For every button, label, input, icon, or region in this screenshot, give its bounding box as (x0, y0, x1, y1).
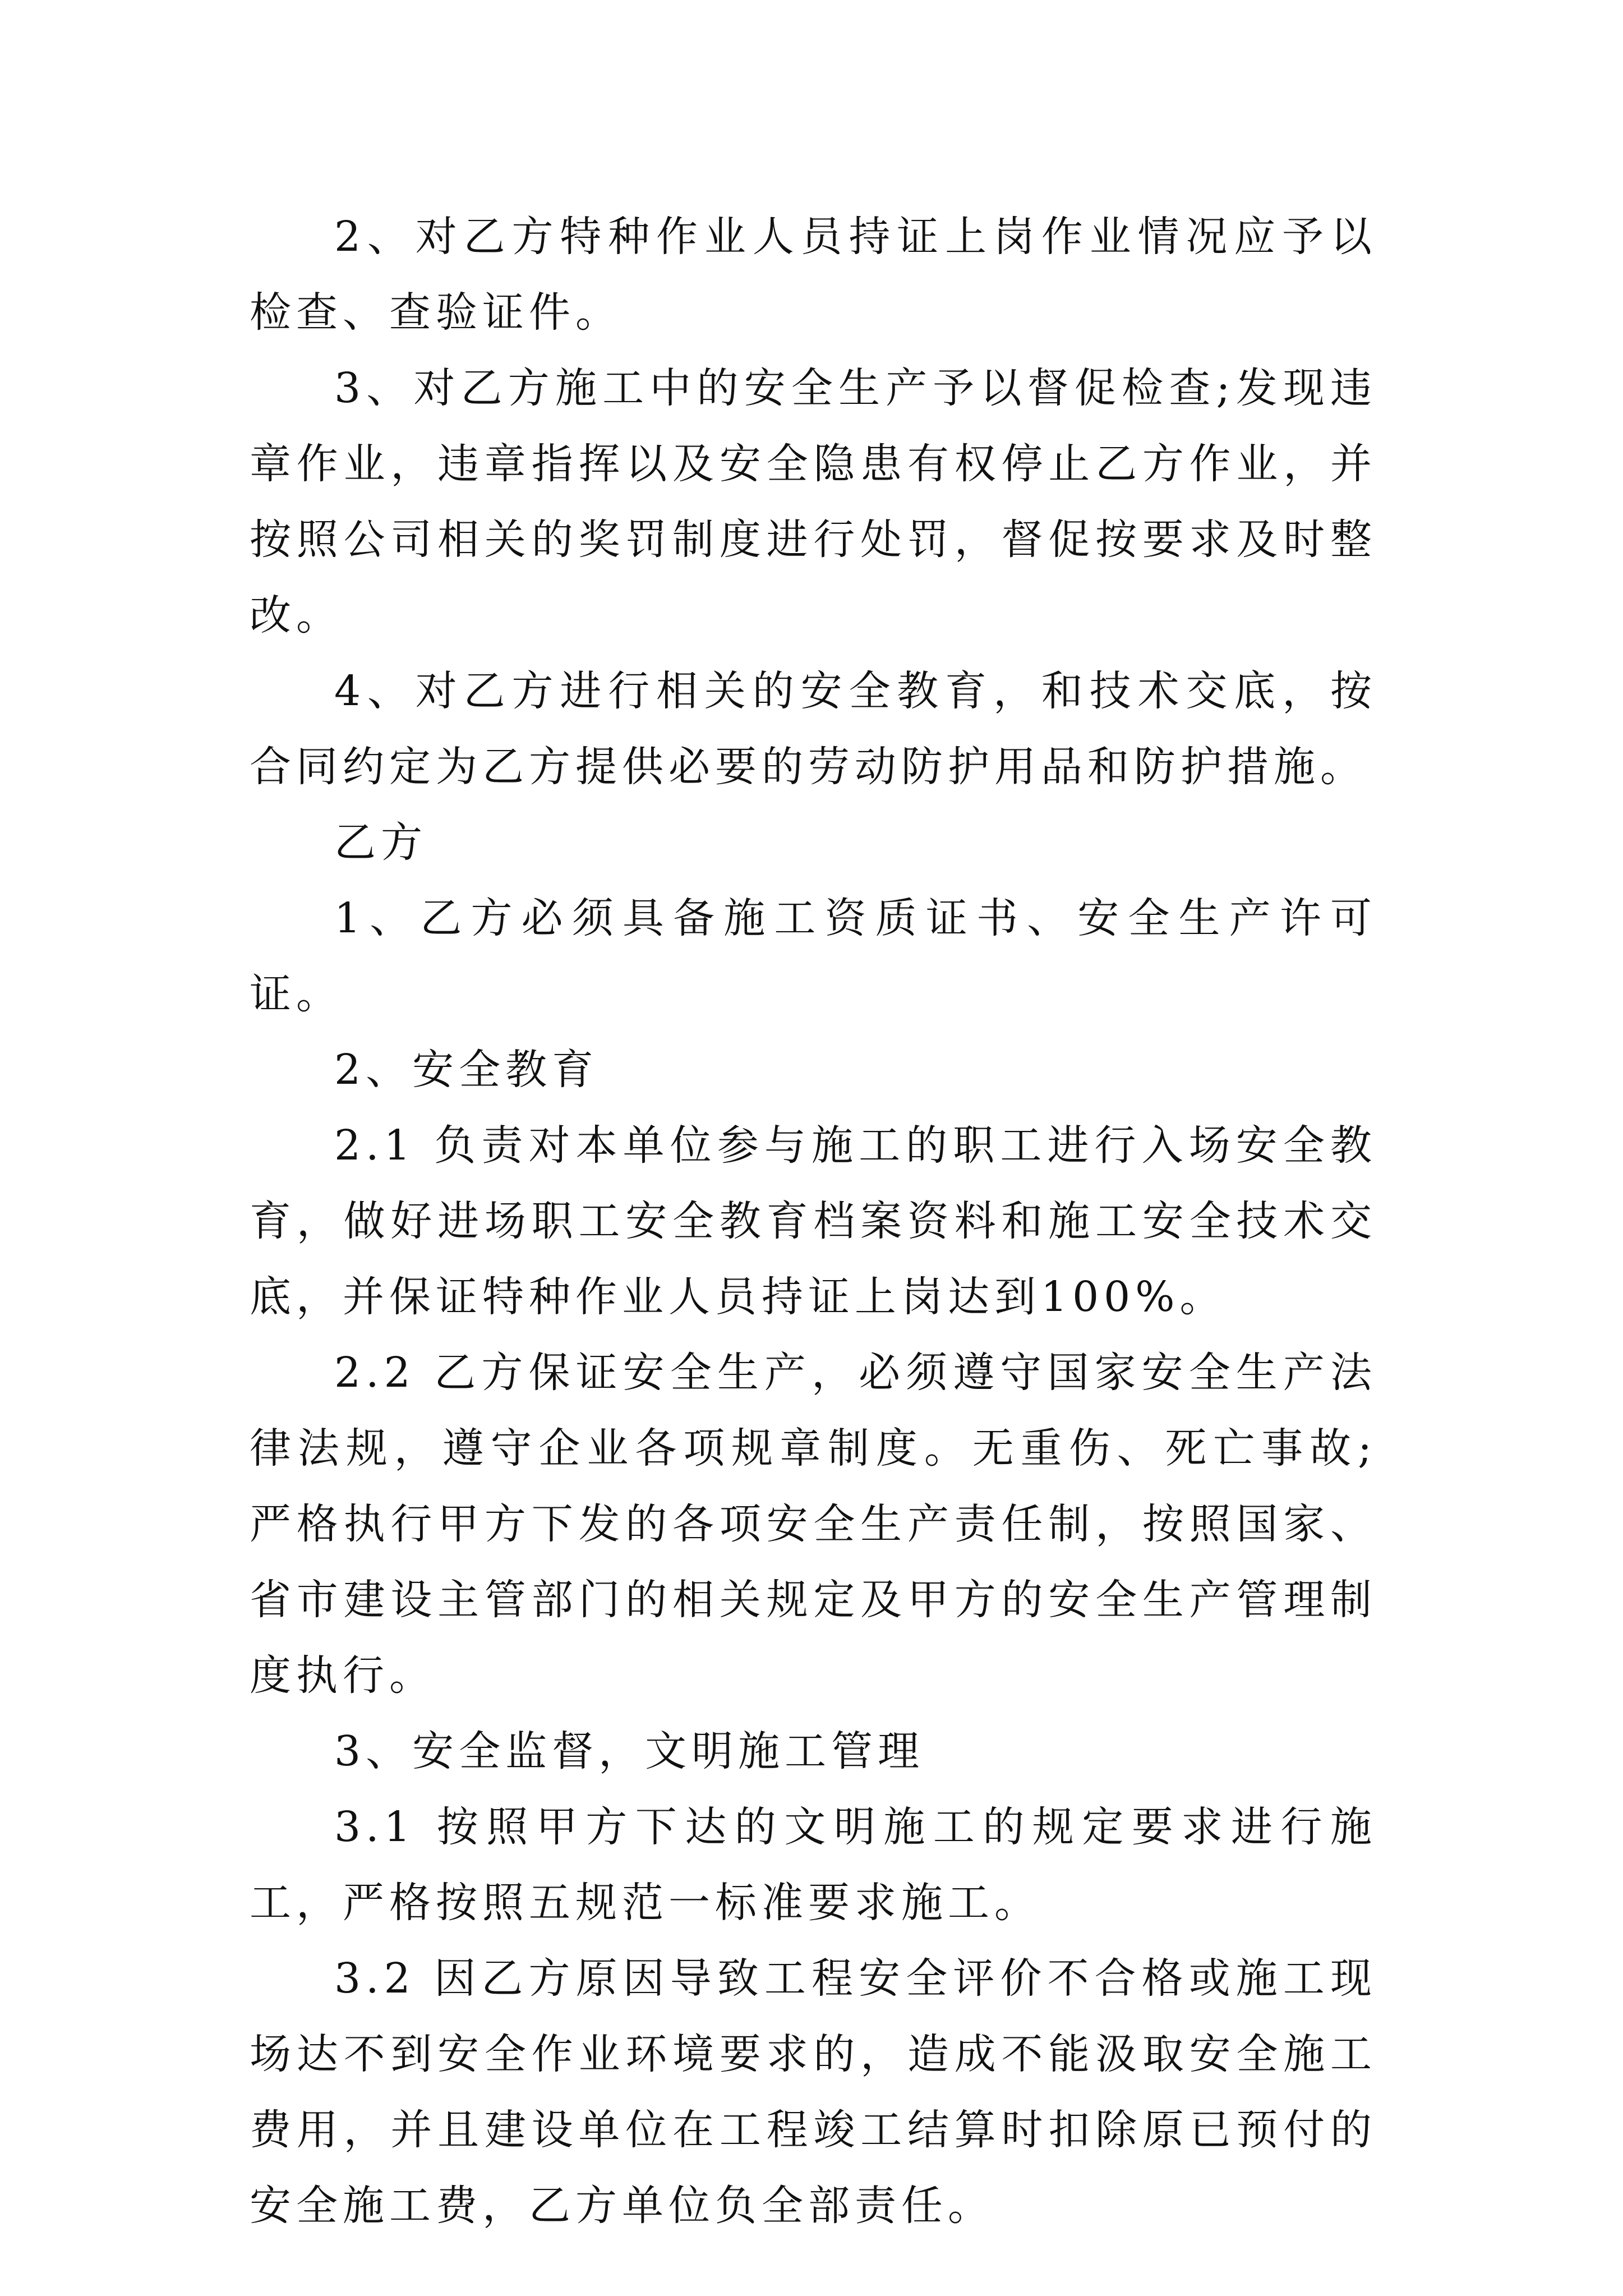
paragraph-b2-1-entry-education: 2.1 负责对本单位参与施工的职工进行入场安全教育，做好进场职工安全教育档案资料和施工安全技术交底，并保证特种作业人员持证上岗达到100%。 (250, 1121, 1377, 1321)
paragraph-b2-heading-safety-education: 2、安全教育 (334, 1046, 599, 1094)
paragraph-b3-2-responsibility: 3.2 因乙方原因导致工程安全评价不合格或施工现场达不到安全作业环境要求的，造成不能汲取安全施工费用，并且建设单位在工程竣工结算时扣除原已预付的安全施工费，乙方单位负全部责任。 (250, 1954, 1377, 2230)
paragraph-b2-2-safe-production: 2.2 乙方保证安全生产，必须遵守国家安全生产法律法规，遵守企业各项规章制度。无重伤、死亡事故;严格执行甲方下发的各项安全生产责任制，按照国家、省市建设主管部门的相关规定及甲方的安全生产管理制度执行。 (250, 1349, 1377, 1700)
document-page (250, 199, 1377, 2244)
paragraph-4-safety-education: 4、对乙方进行相关的安全教育，和技术交底，按合同约定为乙方提供必要的劳动防护用品和防护措施。 (250, 667, 1377, 791)
section-heading-party-b: 乙方 (334, 818, 427, 867)
paragraph-b3-1-civilized-construction: 3.1 按照甲方下达的文明施工的规定要求进行施工，严格按照五规范一标准要求施工。 (250, 1803, 1377, 1927)
paragraph-2-inspect-certificates: 2、对乙方特种作业人员持证上岗作业情况应予以检查、查验证件。 (250, 213, 1377, 337)
paragraph-3-supervise-safety: 3、对乙方施工中的安全生产予以督促检查;发现违章作业，违章指挥以及安全隐患有权停止乙方作业，并按照公司相关的奖罚制度进行处罚，督促按要求及时整改。 (250, 364, 1377, 639)
paragraph-b1-qualifications: 1、乙方必须具备施工资质证书、安全生产许可证。 (250, 894, 1377, 1018)
paragraph-b3-heading-supervision: 3、安全监督，文明施工管理 (334, 1727, 925, 1775)
